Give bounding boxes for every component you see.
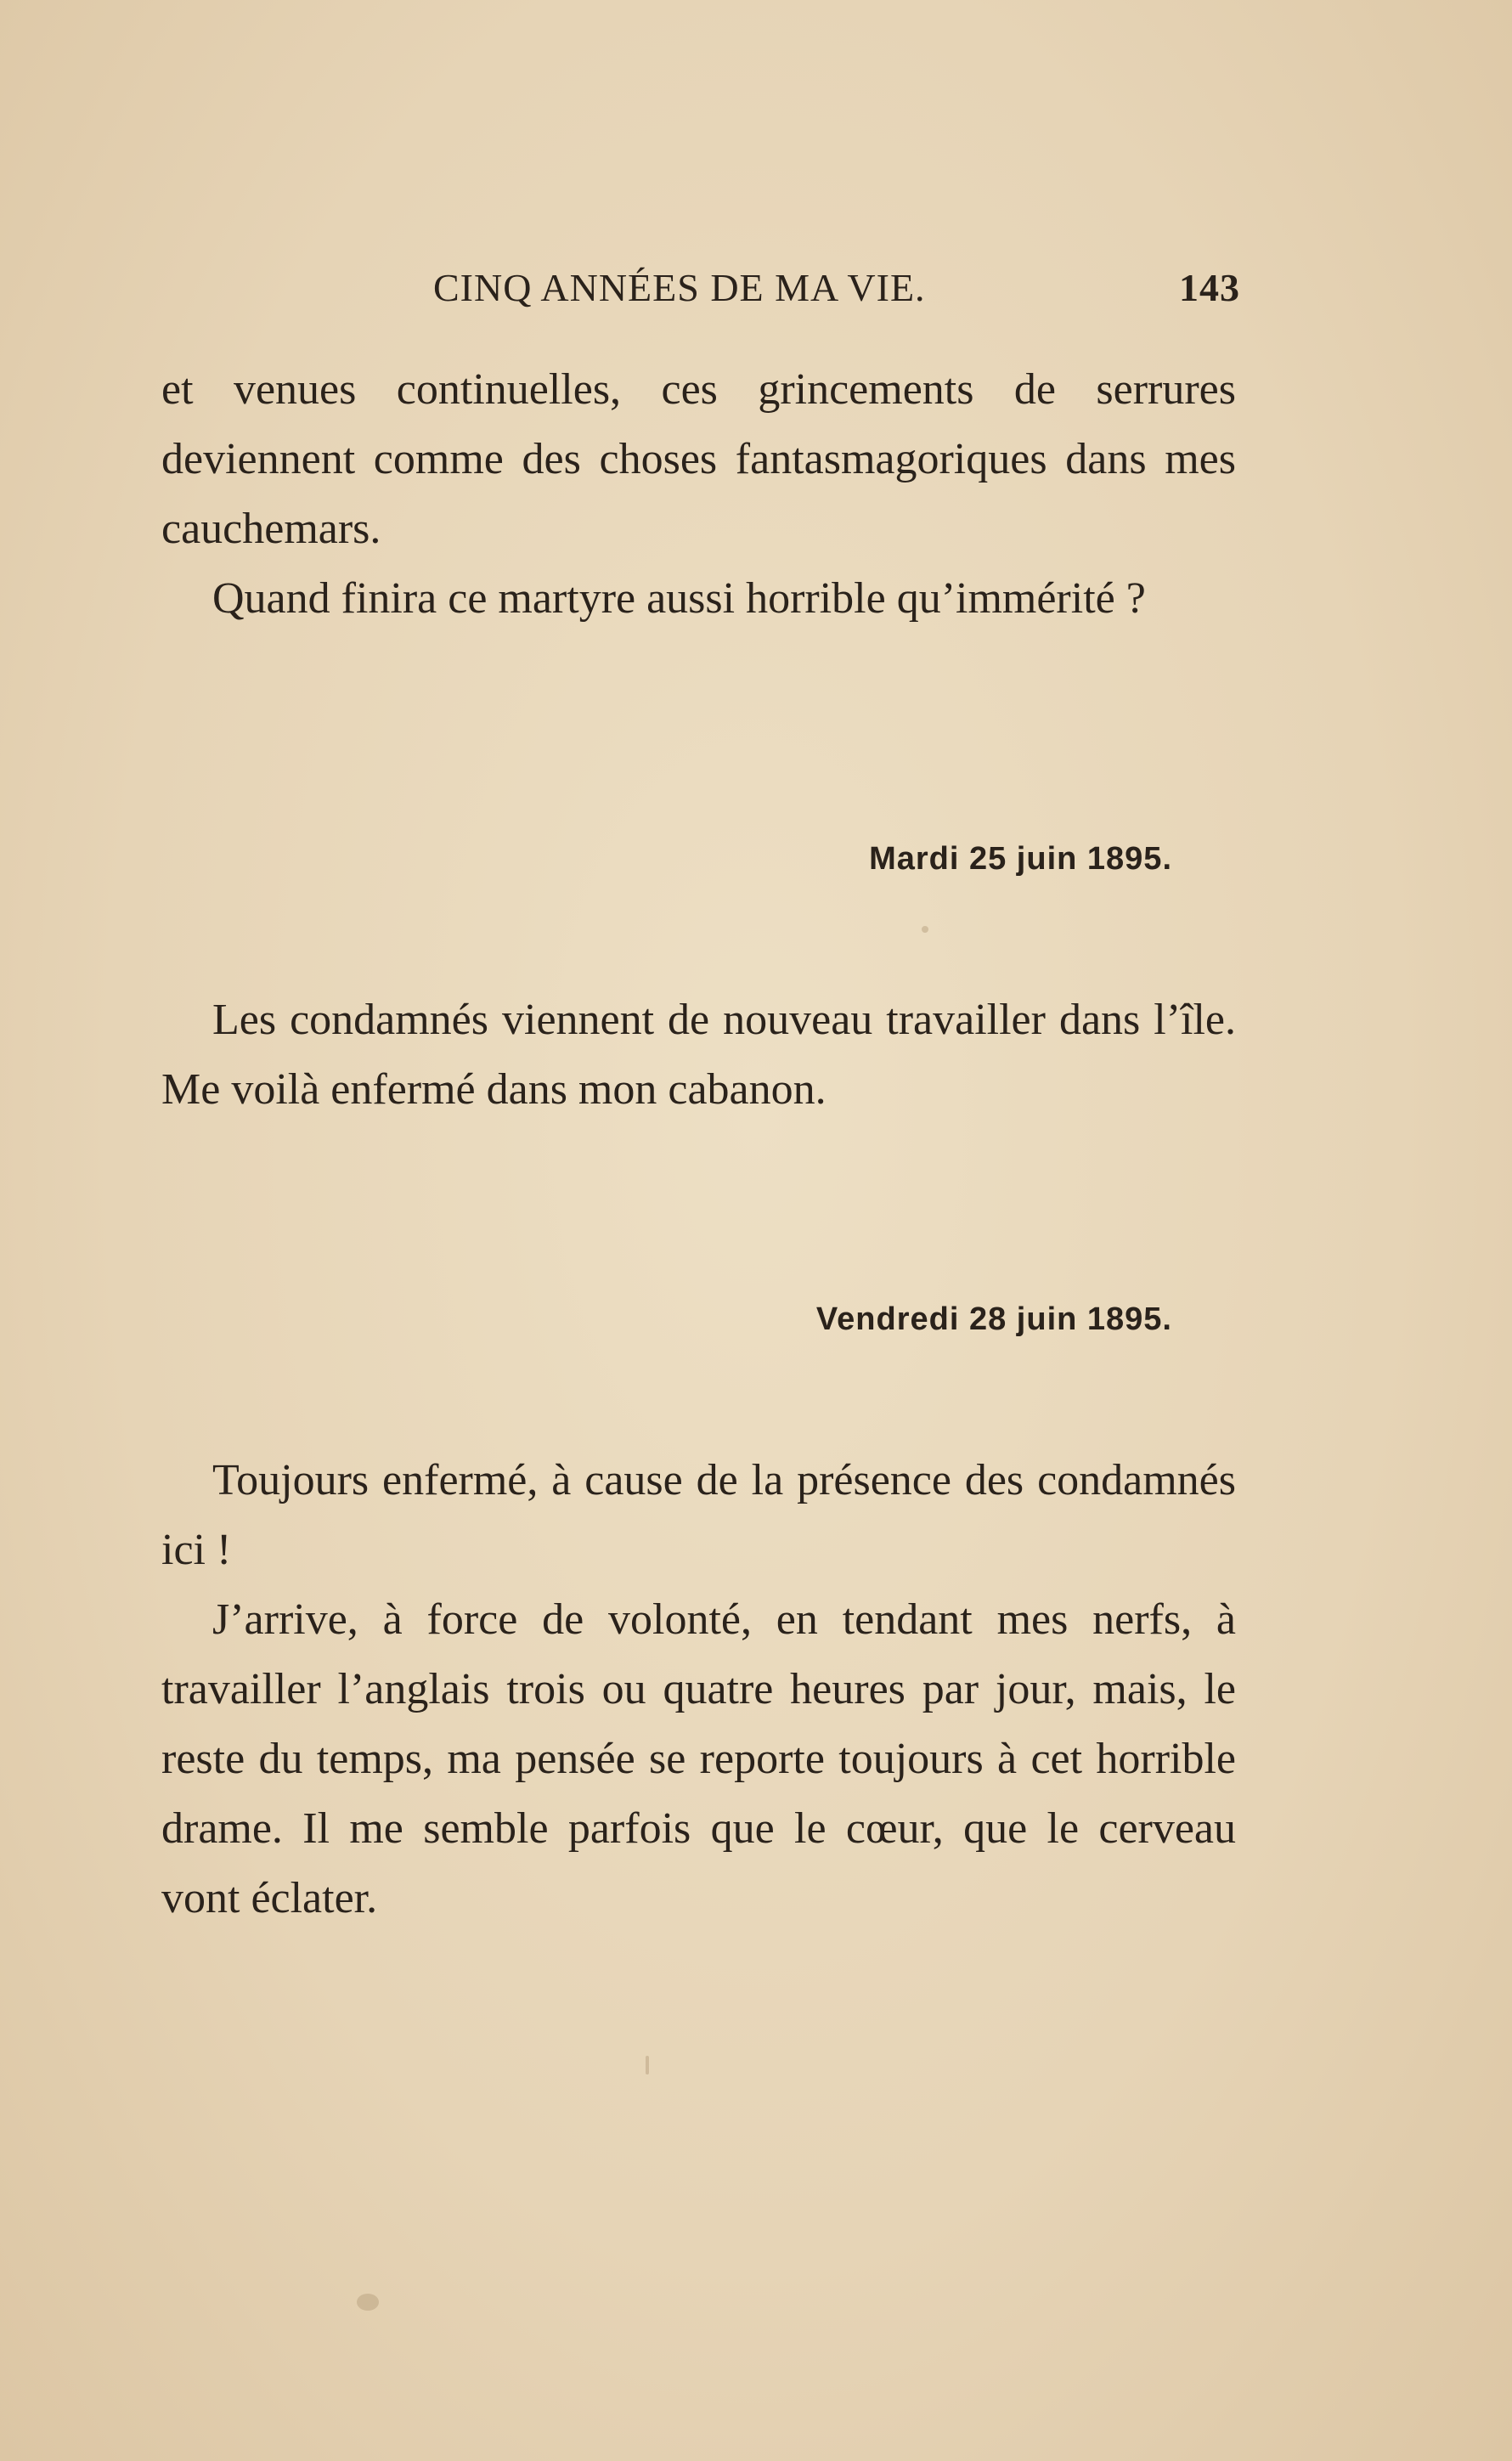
page-number: 143 xyxy=(1179,266,1240,309)
diary-date-2: Vendredi 28 juin 1895. xyxy=(815,1301,1172,1337)
paper-speck xyxy=(646,2056,649,2074)
paragraph-enferme: Toujours enfermé, à cause de la présence des condamnés ici ! xyxy=(161,1456,1236,1574)
paper-stain xyxy=(357,2294,379,2311)
paper-speck xyxy=(922,926,928,933)
paragraph-anglais: J’arrive, à force de volonté, en tendant mes nerfs, à travailler l’anglais trois ou quatre heures par jour, mais, le reste du temps, ma pensée se reporte toujours à cet horrible drame. Il me semble parfois que le cœur, que le cerveau vont éclater. xyxy=(161,1595,1236,1922)
paragraph-continuation: et venues continuelles, ces grincements de serrures deviennent comme des choses fantasmagoriques dans mes cauchemars. xyxy=(161,365,1236,553)
diary-date-1: Mardi 25 juin 1895. xyxy=(869,841,1172,877)
running-title: CINQ ANNÉES DE MA VIE. xyxy=(433,266,926,309)
paragraph-condamnes: Les condamnés viennent de nouveau travailler dans l’île. Me voilà enfermé dans mon cabanon. xyxy=(161,996,1236,1114)
running-header xyxy=(433,265,1240,316)
paragraph-question: Quand finira ce martyre aussi horrible qu’immérité ? xyxy=(212,574,1146,623)
